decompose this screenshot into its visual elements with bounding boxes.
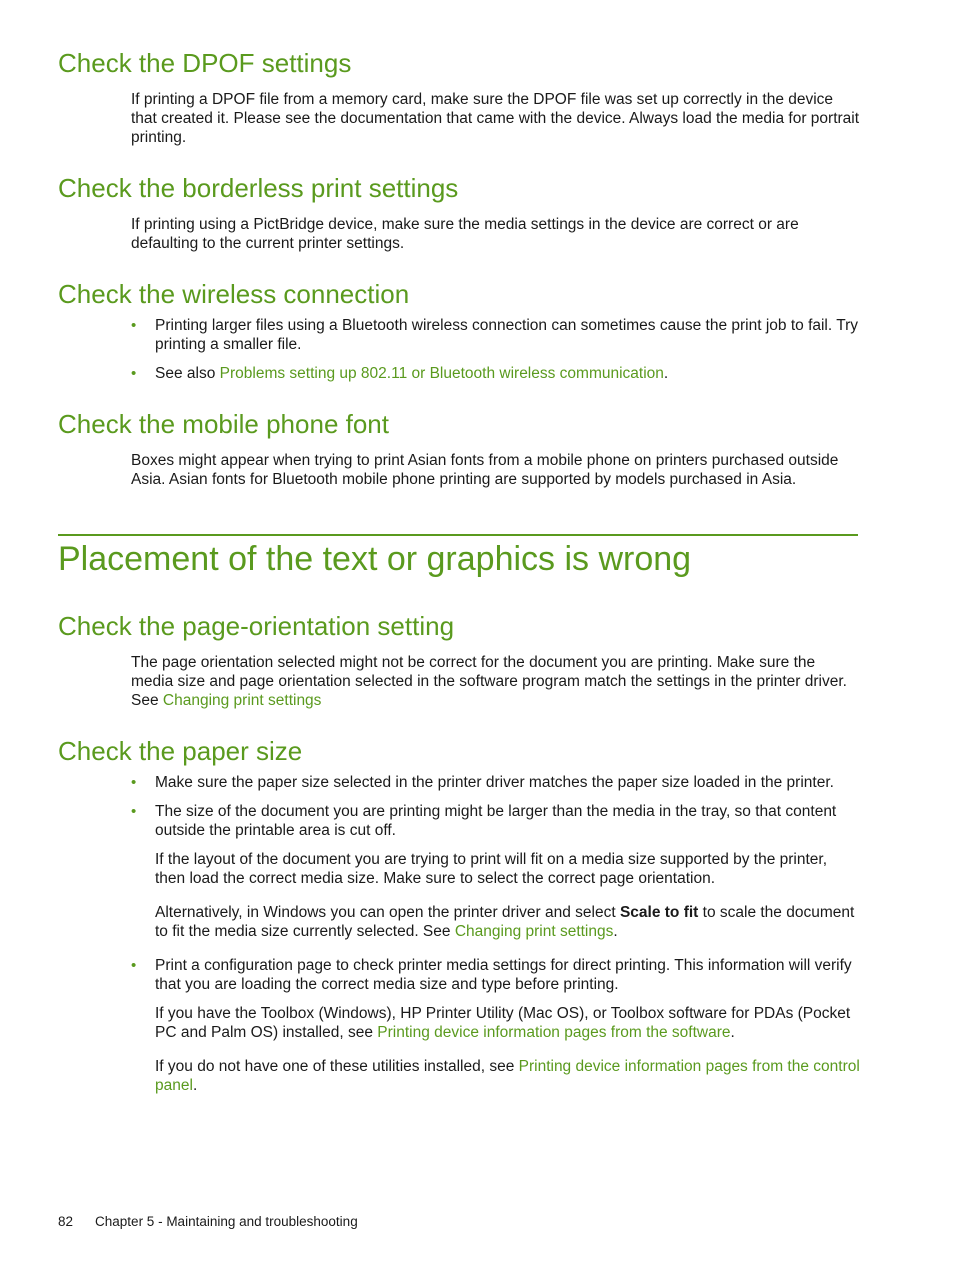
page-number: 82 bbox=[58, 1214, 74, 1229]
scale-to-fit-label: Scale to fit bbox=[619, 904, 699, 921]
page-footer bbox=[58, 1214, 358, 1229]
text: . bbox=[192, 1077, 198, 1094]
paper-bullet-3-para-2 bbox=[155, 1057, 861, 1095]
list-item bbox=[131, 956, 861, 996]
text: See also bbox=[155, 365, 220, 382]
list-item bbox=[131, 316, 861, 356]
heading-borderless: Check the borderless print settings bbox=[58, 173, 459, 203]
bullet-icon: • bbox=[131, 803, 137, 820]
list-item bbox=[131, 773, 861, 793]
text: Alternatively, in Windows you can open the printer driver and select bbox=[155, 904, 620, 921]
paper-bullet-2-para-1: If the layout of the document you are trying to print will fit on a media size supported by the printer, then load the correct media size. Make sure to select the correct page orientation. bbox=[155, 851, 828, 887]
section-divider bbox=[58, 534, 858, 536]
heading-mobile-font: Check the mobile phone font bbox=[58, 409, 389, 439]
bullet-icon: • bbox=[131, 365, 137, 382]
text: to scale the document to fit the media size currently selected. See bbox=[155, 904, 855, 940]
heading-wireless: Check the wireless connection bbox=[58, 279, 410, 309]
wireless-bullet-1: Printing larger files using a Bluetooth wireless connection can sometimes cause the print job to fail. Try printing a smaller file. bbox=[155, 317, 859, 353]
text: The page orientation selected might not be correct for the document you are printing. Make sure the media size and page orientation selected in the software program match the settings in the printer driver. See bbox=[131, 654, 847, 709]
heading-orientation: Check the page-orientation setting bbox=[58, 611, 455, 641]
bullet-icon: • bbox=[131, 774, 137, 791]
paper-bullet-3: Print a configuration page to check printer media settings for direct printing. This information will verify that you are loading the correct media size and type before printing. bbox=[155, 957, 852, 993]
heading-dpof: Check the DPOF settings bbox=[58, 48, 352, 78]
chapter-label: Chapter 5 - Maintaining and troubleshooting bbox=[95, 1214, 358, 1229]
paper-bullet-1: Make sure the paper size selected in the printer driver matches the paper size loaded in the printer. bbox=[155, 774, 834, 791]
wireless-bullet-2 bbox=[155, 364, 861, 383]
list-item bbox=[131, 364, 861, 384]
link-changing-print-settings[interactable]: Changing print settings bbox=[162, 692, 322, 709]
link-wireless-problems[interactable]: Problems setting up 802.11 or Bluetooth wireless communication bbox=[219, 365, 664, 382]
bullet-icon: • bbox=[131, 317, 137, 334]
borderless-body: If printing using a PictBridge device, make sure the media settings in the device are correct or are defaulting to the current printer settings. bbox=[131, 216, 799, 252]
text: If you do not have one of these utilities installed, see bbox=[155, 1058, 519, 1075]
mobile-font-body: Boxes might appear when trying to print Asian fonts from a mobile phone on printers purchased outside Asia. Asian fonts for Bluetooth mobile phone printing are supported by models purchased in Asia. bbox=[131, 452, 839, 488]
text: . bbox=[663, 365, 669, 382]
link-device-info-control-panel[interactable]: Printing device information pages from the control panel bbox=[155, 1058, 860, 1094]
page-title: Placement of the text or graphics is wrong bbox=[58, 540, 692, 578]
heading-paper-size: Check the paper size bbox=[58, 736, 303, 766]
bullet-icon: • bbox=[131, 957, 137, 974]
link-device-info-software[interactable]: Printing device information pages from the software bbox=[377, 1024, 731, 1041]
link-changing-print-settings[interactable]: Changing print settings bbox=[454, 923, 614, 940]
text: If you have the Toolbox (Windows), HP Printer Utility (Mac OS), or Toolbox software for PDAs (Pocket PC and Palm OS) installed, see bbox=[155, 1005, 851, 1041]
text: . bbox=[730, 1024, 735, 1041]
orientation-body bbox=[131, 653, 861, 710]
paper-bullet-3-para-1 bbox=[155, 1004, 861, 1042]
paper-bullet-2: The size of the document you are printing might be larger than the media in the tray, so that content outside the printable area is cut off. bbox=[155, 803, 837, 839]
list-item bbox=[131, 802, 861, 842]
paper-bullet-2-para-2 bbox=[155, 903, 861, 941]
dpof-body: If printing a DPOF file from a memory card, make sure the DPOF file was set up correctly in the device that created it. Please see the documentation that came with the device. Always load the media for portrait printing. bbox=[131, 91, 860, 146]
text: . bbox=[613, 923, 618, 940]
